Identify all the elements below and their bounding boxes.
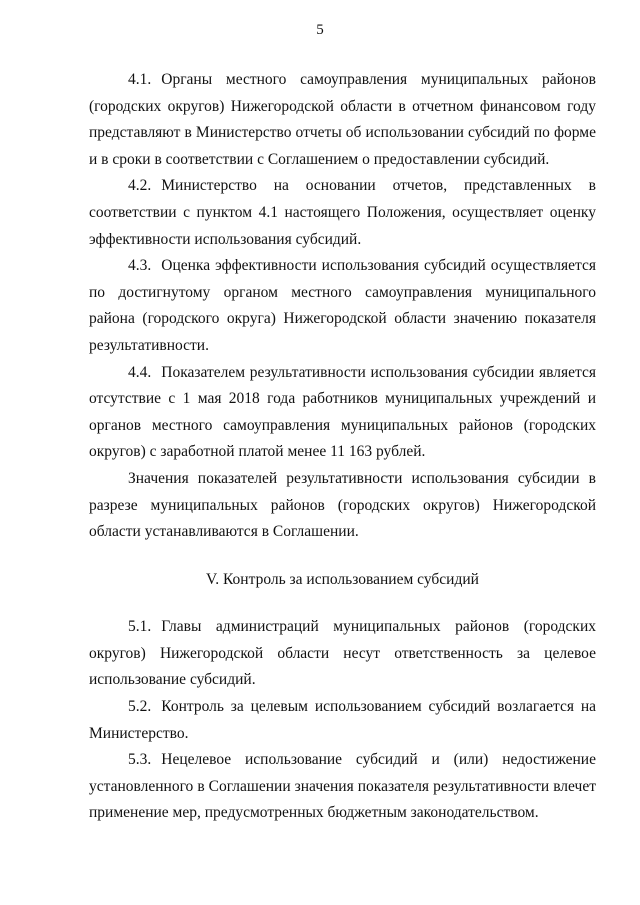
paragraph-number: 5.1.	[128, 618, 152, 636]
paragraph-4-1	[89, 67, 596, 173]
paragraph-number: 5.3.	[128, 751, 152, 769]
paragraph-number: 5.2.	[128, 698, 152, 716]
paragraph-4-4	[89, 360, 596, 466]
paragraph-4-3	[89, 253, 596, 359]
paragraph-text: Главы администраций муниципальных районов (городских округов) Нижегородской области несут ответственность за целевое использование субсидий.	[89, 618, 596, 689]
paragraph-5-2	[89, 694, 596, 747]
paragraph-4-2	[89, 173, 596, 253]
paragraph-number: 4.4.	[128, 363, 152, 381]
paragraph-5-1	[89, 614, 596, 694]
paragraph-number: 4.1.	[128, 71, 152, 88]
paragraph-text: Значения показателей результативности использования субсидии в разрезе муниципальных районов (городских округов) Нижегородской области устанавливаются в Соглашении.	[89, 469, 596, 541]
paragraph-4-4-continuation	[89, 466, 596, 546]
paragraph-5-3	[89, 747, 596, 827]
paragraph-text: Министерство на основании отчетов, представленных в соответствии с пунктом 4.1 настоящего Положения, осуществляет оценку эффективности использования субсидий.	[89, 177, 596, 248]
paragraph-text: Показателем результативности использования субсидии является отсутствие с 1 мая 2018 года работников муниципальных учреждений и органов местного самоуправления муниципальных районов (городских округов) с заработной платой менее 11 163 рублей.	[89, 363, 596, 461]
paragraph-text: Контроль за целевым использованием субсидий возлагается на Министерство.	[89, 698, 596, 742]
document-body	[89, 67, 596, 827]
paragraph-text: Оценка эффективности использования субсидий осуществляется по достигнутому органом местного самоуправления муниципального района (городского округа) Нижегородской области значению показателя результативности.	[89, 257, 596, 354]
paragraph-text: Нецелевое использование субсидий и (или) недостижение установленного в Соглашении значения показателя результативности влечет применение мер, предусмотренных бюджетным законодательством.	[89, 751, 596, 822]
page-number: 5	[316, 22, 324, 38]
paragraph-number: 4.3.	[128, 257, 152, 275]
paragraph-number: 4.2.	[128, 177, 152, 195]
paragraph-text: Органы местного самоуправления муниципальных районов (городских округов) Нижегородской области в отчетном финансовом году представляют в Министерство отчеты об использовании субсидий по форме и в сроки в соответствии с Соглашением о предоставлении субсидий.	[89, 71, 596, 168]
section-heading: V. Контроль за использованием субсидий	[206, 570, 479, 588]
